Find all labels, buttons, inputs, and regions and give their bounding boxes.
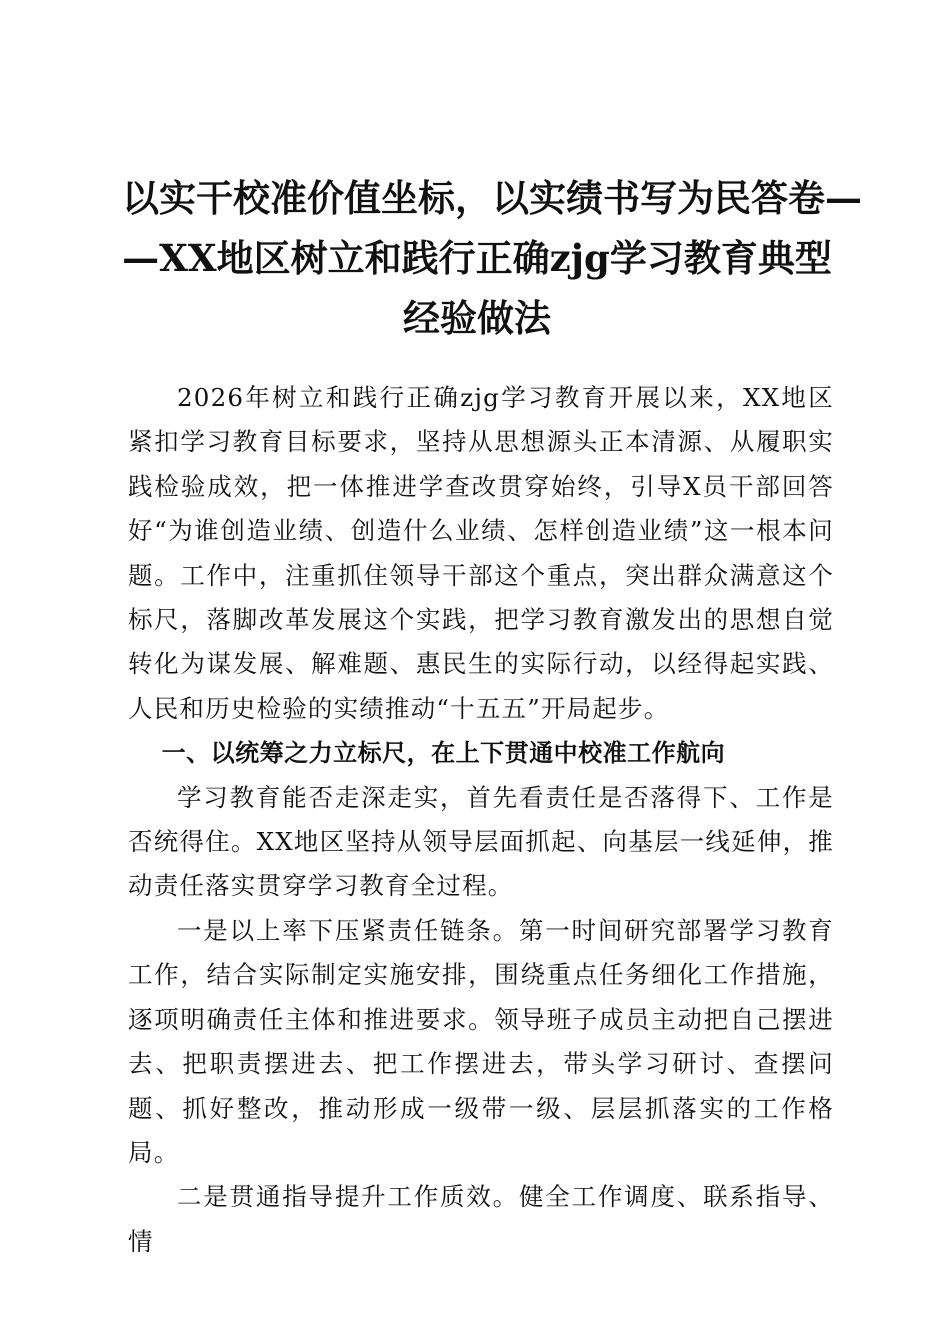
- intro-paragraph: 2026年树立和践行正确zjg学习教育开展以来，XX地区紧扣学习教育目标要求，坚持从思想源头正本清源、从履职实践检验成效，把一体推进学查改贯穿始终，引导X员干部回答好“为谁创造业绩、创造什么业绩、怎样创造业绩”这一根本问题。工作中，注重抓住领导干部这个重点，突出群众满意这个标尺，落脚改革发展这个实践，把学习教育激发出的思想自觉转化为谋发展、解难题、惠民生的实际行动，以经得起实践、人民和历史检验的实绩推动“十五五”开局起步。: [128, 383, 834, 723]
- title-line-2: —XX地区树立和践行正确zjg学习教育典型: [122, 236, 832, 280]
- section-heading-1: 一、以统筹之力立标尺，在上下贯通中校准工作航向: [161, 739, 726, 768]
- document-body: [128, 376, 834, 1264]
- point-1-paragraph: 一是以上率下压紧责任链条。第一时间研究部署学习教育工作，结合实际制定实施安排，围绕重点任务细化工作措施，逐项明确责任主体和推进要求。领导班子成员主动把自己摆进去、把职责摆进去、把工作摆进去，带头学习研讨、查摆问题、抓好整改，推动形成一级带一级、层层抓落实的工作格局。: [128, 915, 834, 1167]
- title-line-3: 经验做法: [403, 296, 551, 340]
- section-1-paragraph: 学习教育能否走深走实，首先看责任是否落得下、工作是否统得住。XX地区坚持从领导层面抓起、向基层一线延伸，推动责任落实贯穿学习教育全过程。: [128, 782, 834, 901]
- point-2-paragraph: 二是贯通指导提升工作质效。健全工作调度、联系指导、情: [128, 1182, 834, 1256]
- document-title: [122, 168, 862, 348]
- title-line-1: 以实干校准价值坐标，以实绩书写为民答卷—: [122, 176, 862, 220]
